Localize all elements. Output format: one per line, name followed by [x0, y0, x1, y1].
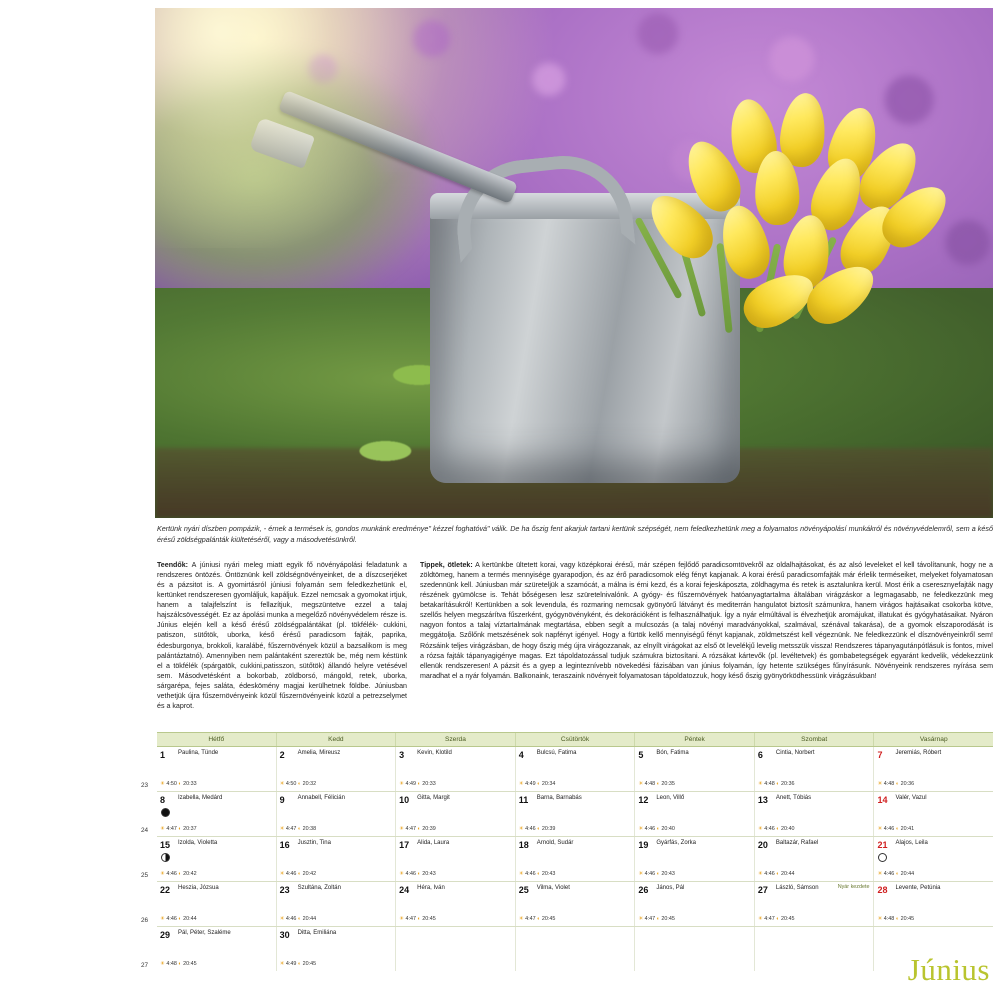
sun-times: ☀ 4:49 ◐ 20:45 [279, 961, 317, 967]
calendar-day-cell[interactable] [635, 792, 755, 836]
month-name: Június [907, 952, 990, 987]
day-header-sunday: Vasárnap [919, 736, 948, 743]
sun-times: ☀ 4:46 ◐ 20:42 [279, 871, 317, 877]
day-number: 13 [757, 795, 768, 805]
day-number: 27 [757, 885, 768, 895]
calendar-day-cell[interactable] [516, 837, 636, 881]
sun-times: ☀ 4:50 ◐ 20:32 [279, 781, 317, 787]
calendar-day-cell[interactable] [755, 747, 875, 791]
calendar-day-cell[interactable] [755, 837, 875, 881]
moon-phase-icon [878, 853, 887, 862]
name-day-label: Izabella, Medárd [178, 795, 223, 801]
calendar-day-cell[interactable] [755, 882, 875, 926]
article-right-body: A kertünkbe ültetett korai, vagy középkorai érésű, már szépen fejlődő paradicsomtövekről az oldalhajtásokat, és az alsó leveleket el kell távolítanunk, hogy ne a zöldtömeg, hanem a termés mennyisége gyarapodjon, és az érő paradicsomok elég fényt kapjanak. A korai érésű paradicsomfajták már érlelik terméseiket, melyeket folyamatosan szedennünk kell. Júniusban már szüreteljük a szamócát, a málna is érni kezd, és a korai fejeskáposzta, zöldhagyma és retek is asztalunkra kerül. Most érik a cseresznyefajták nagy részének gyümölcse is. Tehát bőségesen lesz szüretelnivalónk. A gyógy- és fűszernövények hatóanyagtartalma általában virágzáskor a legmagasabb, ne feledkezzünk meg betakarításukról! Kertünkben a sok levendula, és rozmaring nemcsak gyönyörű látványt és mediterrán hangulatot biztosít számunkra, hanem virágos hajtásaikat csokorba kötve, szellős helyen megszárítva fűszerként, gyógynövényként, és dekorációként is felhasználhatjuk. Így a nyár elmúltával is élvezhetjük aromájukat, illatukat és gyógyhatásaikat. Nyáron nagyon fontos a talaj víztartalmának megtartása, ebben segít a mulcsozás (a talaj növényi maradványokkal, szalmával, szénával takarása), de a gyomok elszaporodását is meggátolja. Szőlőnk metszésének sok napfényt igényel. Hogy a fürtök kellő mennyiségű fényt kapjanak, zöldmetszést kell végeznünk. Ne feledkezzünk el dísznövényeinkről sem! Rózsáink teljes virágzásban, de hogy őszig még újra virágozzanak, az elnyílt virágokat az első öt levelékjű levelig metsszük vissza! Rendszeres tápanyagutánpótlásuk is fontos, mivel a rózsa fajták tápanyagigénye magas. Ezt tápoldatozással tudjuk számukra biztosítani. A rózsákat kártevők (pl. levéltetvek) és gombabetegségek egyaránt kedvelik, védekezzünk ellenük rendszeresen! A pázsit és a gyep a leginteznívebb növekedési fázisában van június folyamán, így hetente szükséges fűnyírásunk. Növényeink rendszeres nyírása sem maradhat el a nyár folyamán. Balkonaink, teraszaink növényeit folyamatosan tápoldatozzuk, hogy késő őszig gyönyörködhessünk virágzásukban! [420, 561, 993, 680]
name-day-label: Annabell, Félicián [297, 795, 345, 801]
week-number: 25 [141, 872, 149, 879]
name-day-label: Kevin, Klotild [417, 750, 452, 756]
sun-times: ☀ 4:47 ◐ 20:45 [399, 916, 436, 922]
sun-times: ☀ 4:48 ◐ 20:36 [877, 781, 915, 787]
article-left [157, 560, 407, 711]
name-day-label: Bulcsú, Fatima [536, 750, 577, 756]
sun-times: ☀ 4:46 ◐ 20:43 [518, 871, 556, 877]
name-day-label: Pál, Péter, Szaléme [178, 930, 231, 936]
name-day-label: Valér, Vazul [895, 795, 927, 801]
photo-caption: Kertünk nyári díszben pompázik, - érnek a termések is, gondos munkánk eredménye" kézzel foghatóvá" válik. De ha őszig fent akarjuk tartani kertünk szépségét, nem feledkezhetünk meg a folyamatos növényápolásí munkákról és növényvédelemről, sem a késő érésű zöldségpalánták kiültetéséről, vagy a másodvetésünkről. [157, 524, 993, 544]
name-day-label: Barna, Barnabás [536, 795, 582, 801]
calendar-day-cell[interactable] [635, 837, 755, 881]
sun-times: ☀ 4:47 ◐ 20:45 [757, 916, 795, 922]
sun-times: ☀ 4:48 ◐ 20:36 [757, 781, 795, 787]
name-day-label: Arnold, Sudár [536, 840, 574, 846]
calendar-week-row [141, 882, 993, 927]
name-day-label: Amelia, Mireusz [297, 750, 341, 756]
day-number: 26 [638, 885, 649, 895]
day-number: 6 [757, 750, 763, 760]
calendar-day-cell[interactable] [157, 792, 277, 836]
day-number: 8 [160, 795, 166, 805]
name-day-label: Leon, Villő [656, 795, 685, 801]
season-start-note: Nyár kezdete [837, 884, 870, 890]
name-day-label: Baltazár, Rafael [775, 840, 819, 846]
name-day-label: László, Sámson [775, 885, 819, 891]
calendar-day-cell[interactable] [396, 882, 516, 926]
sun-times: ☀ 4:46 ◐ 20:40 [638, 826, 675, 832]
day-number: 30 [279, 930, 290, 940]
calendar-day-cell[interactable] [396, 837, 516, 881]
calendar-day-cell-empty [396, 927, 516, 971]
sun-times: ☀ 4:46 ◐ 20:41 [877, 826, 915, 832]
article-left-body: A júniusi nyári meleg miatt egyik fő növényápolási feladatunk a rendszeres öntözés. Öntöznünk kell zöldségnövényeinket, de a díszcserjéket és a pázsitot is. A gyomirtásról júniusi folyamán sem feledkezhetünk el, kertünket rendszeresen gyomláljuk, kapáljuk. Ezzel nemcsak a gyomokat irtjuk, hanem a talajfelszínt is fellazítjuk, megszüntetve ezzel a talaj hajszálcsövességét. Ez az ápolási munka a megelőző növényvédelem része is. Június elején kell a késő érésű zöldségpalántákat (pl. tökfélék- cukkini, patiszon, sütőtök, uborka, késő érésű paradicsom fajták, paprika, édesburgonya, brokkoli, karalábé, fűszernövények közül a bazsalikom is meg palántáztatnó). Amennyiben nem palántaként szereztük be, még nem késtünk el a tökfélék (spárgatök, cukkini,patisszon, sütőtök) állandó helyre vetésével sem. Másodvetésként a bokorbab, zöldborsó, mángold, retek, uborka, sárgarépa, fejes saláta, édeskömény magjai kerülhetnek földbe. Júniusban vethetjük újra fűszernövényeink közül fűszernövényeink közül a petrezselymet és a kaprot. [157, 561, 407, 710]
moon-phase-icon [161, 853, 170, 862]
week-number: 23 [141, 782, 149, 789]
sun-times: ☀ 4:46 ◐ 20:43 [399, 871, 436, 877]
sun-times: ☀ 4:46 ◐ 20:40 [757, 826, 795, 832]
day-number: 11 [518, 795, 529, 805]
day-number: 21 [877, 840, 888, 850]
sun-times: ☀ 4:46 ◐ 20:44 [877, 871, 915, 877]
name-day-label: Anett, Tóbiás [775, 795, 812, 801]
calendar-day-cell[interactable] [516, 747, 636, 791]
day-header-monday: Hétfő [157, 733, 277, 746]
calendar-header-row [157, 732, 993, 747]
name-day-label: Alida, Laura [417, 840, 450, 846]
calendar-day-cell-empty [755, 927, 875, 971]
hero-photo [155, 8, 993, 518]
sun-times: ☀ 4:47 ◐ 20:39 [399, 826, 436, 832]
sun-times: ☀ 4:46 ◐ 20:43 [638, 871, 675, 877]
name-day-label: Heszia, Józsua [178, 885, 219, 891]
day-number: 23 [279, 885, 290, 895]
calendar-week-row [141, 747, 993, 792]
day-number: 16 [279, 840, 290, 850]
article-left-heading: Teendők: [157, 561, 189, 569]
day-header-saturday: Szombat [755, 733, 875, 746]
day-number: 24 [399, 885, 410, 895]
day-number: 4 [518, 750, 524, 760]
sun-times: ☀ 4:46 ◐ 20:44 [160, 916, 197, 922]
name-day-label: Gitta, Margit [417, 795, 450, 801]
calendar-day-cell[interactable] [635, 747, 755, 791]
calendar-week-row [141, 792, 993, 837]
tulip-bouquet [635, 93, 965, 353]
day-number: 3 [399, 750, 405, 760]
sun-times: ☀ 4:49 ◐ 20:33 [399, 781, 436, 787]
calendar-day-cell[interactable] [277, 882, 397, 926]
sun-times: ☀ 4:48 ◐ 20:35 [638, 781, 675, 787]
day-number: 12 [638, 795, 649, 805]
moon-phase-icon [161, 808, 170, 817]
calendar-day-cell[interactable] [755, 792, 875, 836]
sun-times: ☀ 4:47 ◐ 20:45 [518, 916, 556, 922]
day-number: 17 [399, 840, 410, 850]
calendar-day-cell[interactable] [277, 927, 397, 971]
day-number: 1 [160, 750, 166, 760]
calendar-day-cell[interactable] [277, 792, 397, 836]
day-header-friday: Péntek [635, 733, 755, 746]
day-header-thursday: Csütörtök [516, 733, 636, 746]
sun-times: ☀ 4:47 ◐ 20:37 [160, 826, 197, 832]
sun-times: ☀ 4:50 ◐ 20:33 [160, 781, 197, 787]
day-number: 9 [279, 795, 285, 805]
calendar-day-cell-empty [635, 927, 755, 971]
name-day-label: Izolda, Violetta [178, 840, 218, 846]
day-number: 29 [160, 930, 171, 940]
calendar-day-cell[interactable] [874, 747, 993, 791]
name-day-label: Jeremiás, Róbert [895, 750, 942, 756]
calendar-day-cell[interactable] [277, 747, 397, 791]
day-header-tuesday: Kedd [277, 733, 397, 746]
name-day-label: Levente, Petúnia [895, 885, 941, 891]
calendar-day-cell[interactable] [874, 882, 993, 926]
name-day-label: Bón, Fatima [656, 750, 689, 756]
day-number: 14 [877, 795, 888, 805]
day-number: 25 [518, 885, 529, 895]
calendar-day-cell[interactable] [157, 747, 277, 791]
name-day-label: Gyárfás, Zorka [656, 840, 696, 846]
name-day-label: Vilma, Violet [536, 885, 570, 891]
calendar-day-cell[interactable] [874, 837, 993, 881]
name-day-label: Ditta, Emiliána [297, 930, 337, 936]
calendar-day-cell[interactable] [516, 792, 636, 836]
calendar-day-cell[interactable] [277, 837, 397, 881]
day-header-wednesday: Szerda [396, 733, 516, 746]
sun-times: ☀ 4:49 ◐ 20:34 [518, 781, 556, 787]
name-day-label: János, Pál [656, 885, 685, 891]
calendar-weeks [141, 747, 993, 971]
article-right-heading: Tippek, ötletek: [420, 561, 473, 569]
sun-times: ☀ 4:46 ◐ 20:39 [518, 826, 556, 832]
calendar-grid [141, 732, 993, 971]
sun-times: ☀ 4:47 ◐ 20:45 [638, 916, 675, 922]
sun-times: ☀ 4:46 ◐ 20:42 [160, 871, 197, 877]
day-number: 5 [638, 750, 644, 760]
day-number: 19 [638, 840, 649, 850]
name-day-label: Paulina, Tünde [178, 750, 219, 756]
sun-times: ☀ 4:47 ◐ 20:38 [279, 826, 317, 832]
photo-left-foliage [155, 48, 435, 308]
day-number: 2 [279, 750, 285, 760]
week-number: 27 [141, 962, 149, 969]
day-number: 15 [160, 840, 171, 850]
day-number: 10 [399, 795, 410, 805]
name-day-label: Alajos, Leila [895, 840, 928, 846]
calendar-day-cell[interactable] [396, 747, 516, 791]
calendar-day-cell-empty [516, 927, 636, 971]
calendar-week-row [141, 837, 993, 882]
week-number: 24 [141, 827, 149, 834]
calendar-week-row [141, 927, 993, 971]
calendar-day-cell[interactable] [157, 837, 277, 881]
name-day-label: Jusztin, Tina [297, 840, 331, 846]
sun-times: ☀ 4:48 ◐ 20:45 [160, 961, 197, 967]
calendar-day-cell[interactable] [157, 927, 277, 971]
week-number: 26 [141, 917, 149, 924]
calendar-day-cell[interactable] [516, 882, 636, 926]
article-right [420, 560, 993, 681]
day-number: 22 [160, 885, 171, 895]
sun-times: ☀ 4:48 ◐ 20:45 [877, 916, 915, 922]
calendar-day-cell[interactable] [874, 792, 993, 836]
sun-times: ☀ 4:46 ◐ 20:44 [757, 871, 795, 877]
day-number: 7 [877, 750, 883, 760]
name-day-label: Cintia, Norbert [775, 750, 815, 756]
day-number: 20 [757, 840, 768, 850]
name-day-label: Héra, Iván [417, 885, 445, 891]
day-number: 18 [518, 840, 529, 850]
name-day-label: Szultána, Zoltán [297, 885, 341, 891]
calendar-day-cell[interactable] [396, 792, 516, 836]
calendar-day-cell[interactable] [635, 882, 755, 926]
sun-times: ☀ 4:46 ◐ 20:44 [279, 916, 317, 922]
day-number: 28 [877, 885, 888, 895]
calendar-day-cell[interactable] [157, 882, 277, 926]
